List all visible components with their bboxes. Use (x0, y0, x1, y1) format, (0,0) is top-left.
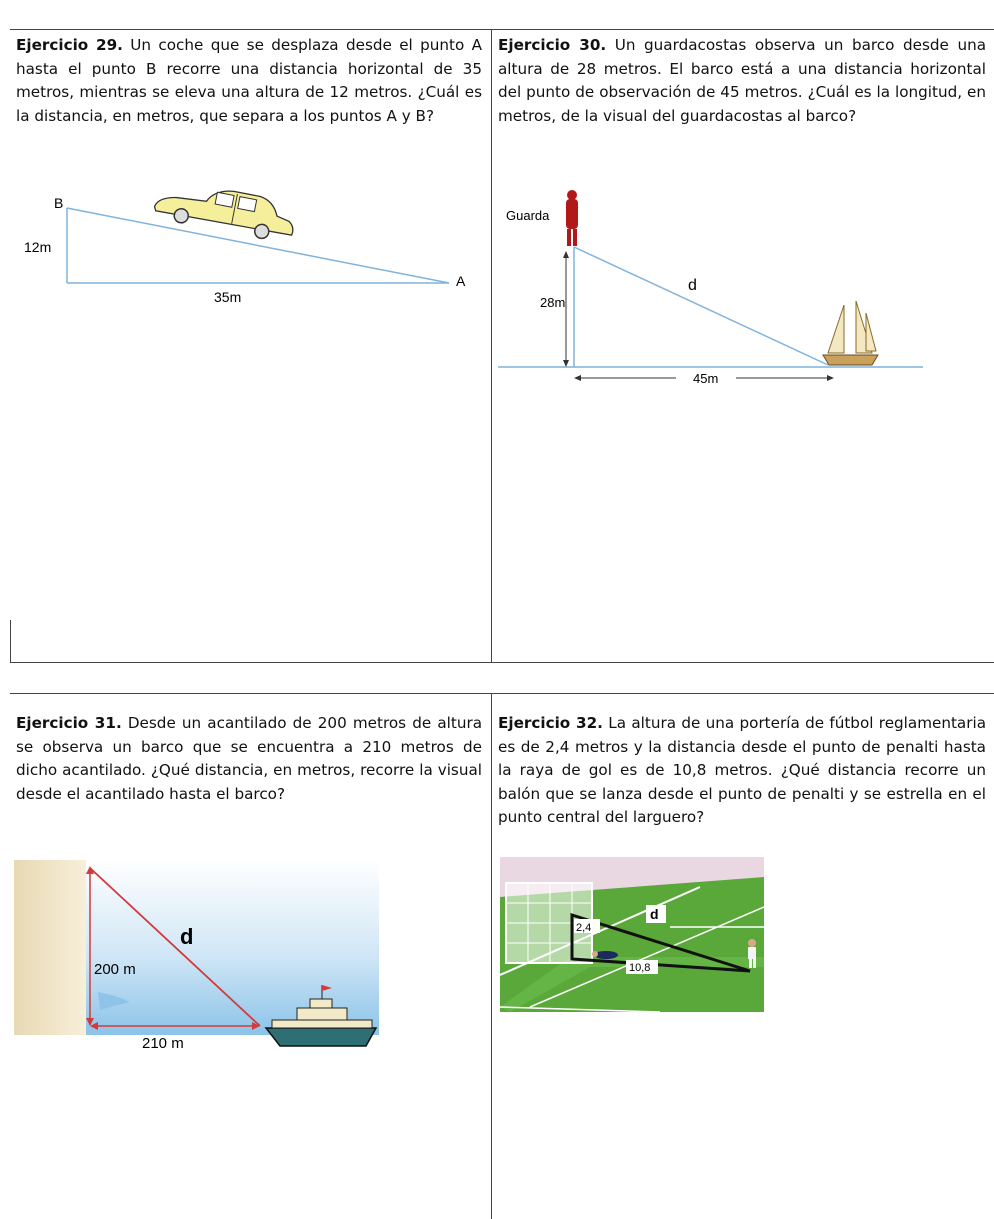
exercise-31-text (16, 712, 482, 806)
exercise-31-figure (14, 860, 384, 1060)
base-210m-label: 210 m (142, 1035, 184, 1052)
exercise-32-figure (500, 857, 764, 1012)
exercise-30-title: Ejercicio 30. (498, 36, 607, 54)
exercise-30-text (498, 34, 986, 128)
grid-middle-rule-top (10, 662, 994, 663)
cliff (14, 860, 86, 1035)
base-35m-label: 35m (214, 289, 242, 305)
height-12m-label: 12m (24, 239, 52, 255)
exercise-29-statement: Un coche que se desplaza desde el punto A hasta el punto B recorre una distancia horizontal de 35 metros, mientras se eleva una altura de 12 metros. ¿Cuál es la distancia, en metros, que separa a los puntos A y B? (16, 36, 482, 125)
sightline-d-label: d (688, 277, 697, 294)
exercise-31-title: Ejercicio 31. (16, 714, 122, 732)
penalty-taker (748, 939, 756, 968)
base-45m-label: 45m (693, 371, 719, 386)
grid-center-divider-top (491, 29, 492, 662)
exercise-29-title: Ejercicio 29. (16, 36, 123, 54)
car-illustration (152, 180, 298, 244)
exercise-30-figure (498, 185, 938, 400)
exercise-30-statement: Un guardacostas observa un barco desde una altura de 28 metros. El barco está a una distancia horizontal del punto de observación de 45 metros. ¿Cuál es la longitud, en metros, de la visual del guardacostas al barco? (498, 36, 987, 125)
height-28m-label: 28m (540, 295, 566, 310)
exercise-32-title: Ejercicio 32. (498, 714, 603, 732)
exercise-32-text (498, 712, 986, 830)
coastguard-figure (566, 190, 578, 246)
guard-label: Guarda (506, 208, 550, 223)
exercise-29-text (16, 34, 482, 128)
sightline-d-label: d (180, 924, 194, 949)
goal-height-label: 2,4 (576, 922, 592, 934)
exercise-31-statement: Desde un acantilado de 200 metros de altura se observa un barco que se encuentra a 210 metros de dicho acantilado. ¿Qué distancia, en metros, recorre la visual desde el acantilado hasta el barco? (16, 714, 482, 803)
point-a-label: A (456, 273, 466, 289)
grid-center-divider-bottom (491, 693, 492, 1219)
sightline-d-label: d (650, 906, 659, 922)
point-b-label: B (54, 195, 64, 211)
exercise-29-figure (14, 180, 484, 320)
penalty-distance-label: 10,8 (629, 962, 651, 974)
grid-left-edge (10, 620, 11, 662)
grid-middle-rule-bottom (10, 693, 994, 694)
exercise-32-statement: La altura de una portería de fútbol reglamentaria es de 2,4 metros y la distancia desde el punto de penalti hasta la raya de gol es de 10,8 metros. ¿Qué distancia recorre un balón que se lanza desde el punto de penalti y se estrella en el punto central del larguero? (498, 714, 987, 826)
grid-top-rule (10, 29, 994, 30)
height-200m-label: 200 m (94, 961, 136, 978)
sailboat-illustration (823, 301, 878, 365)
